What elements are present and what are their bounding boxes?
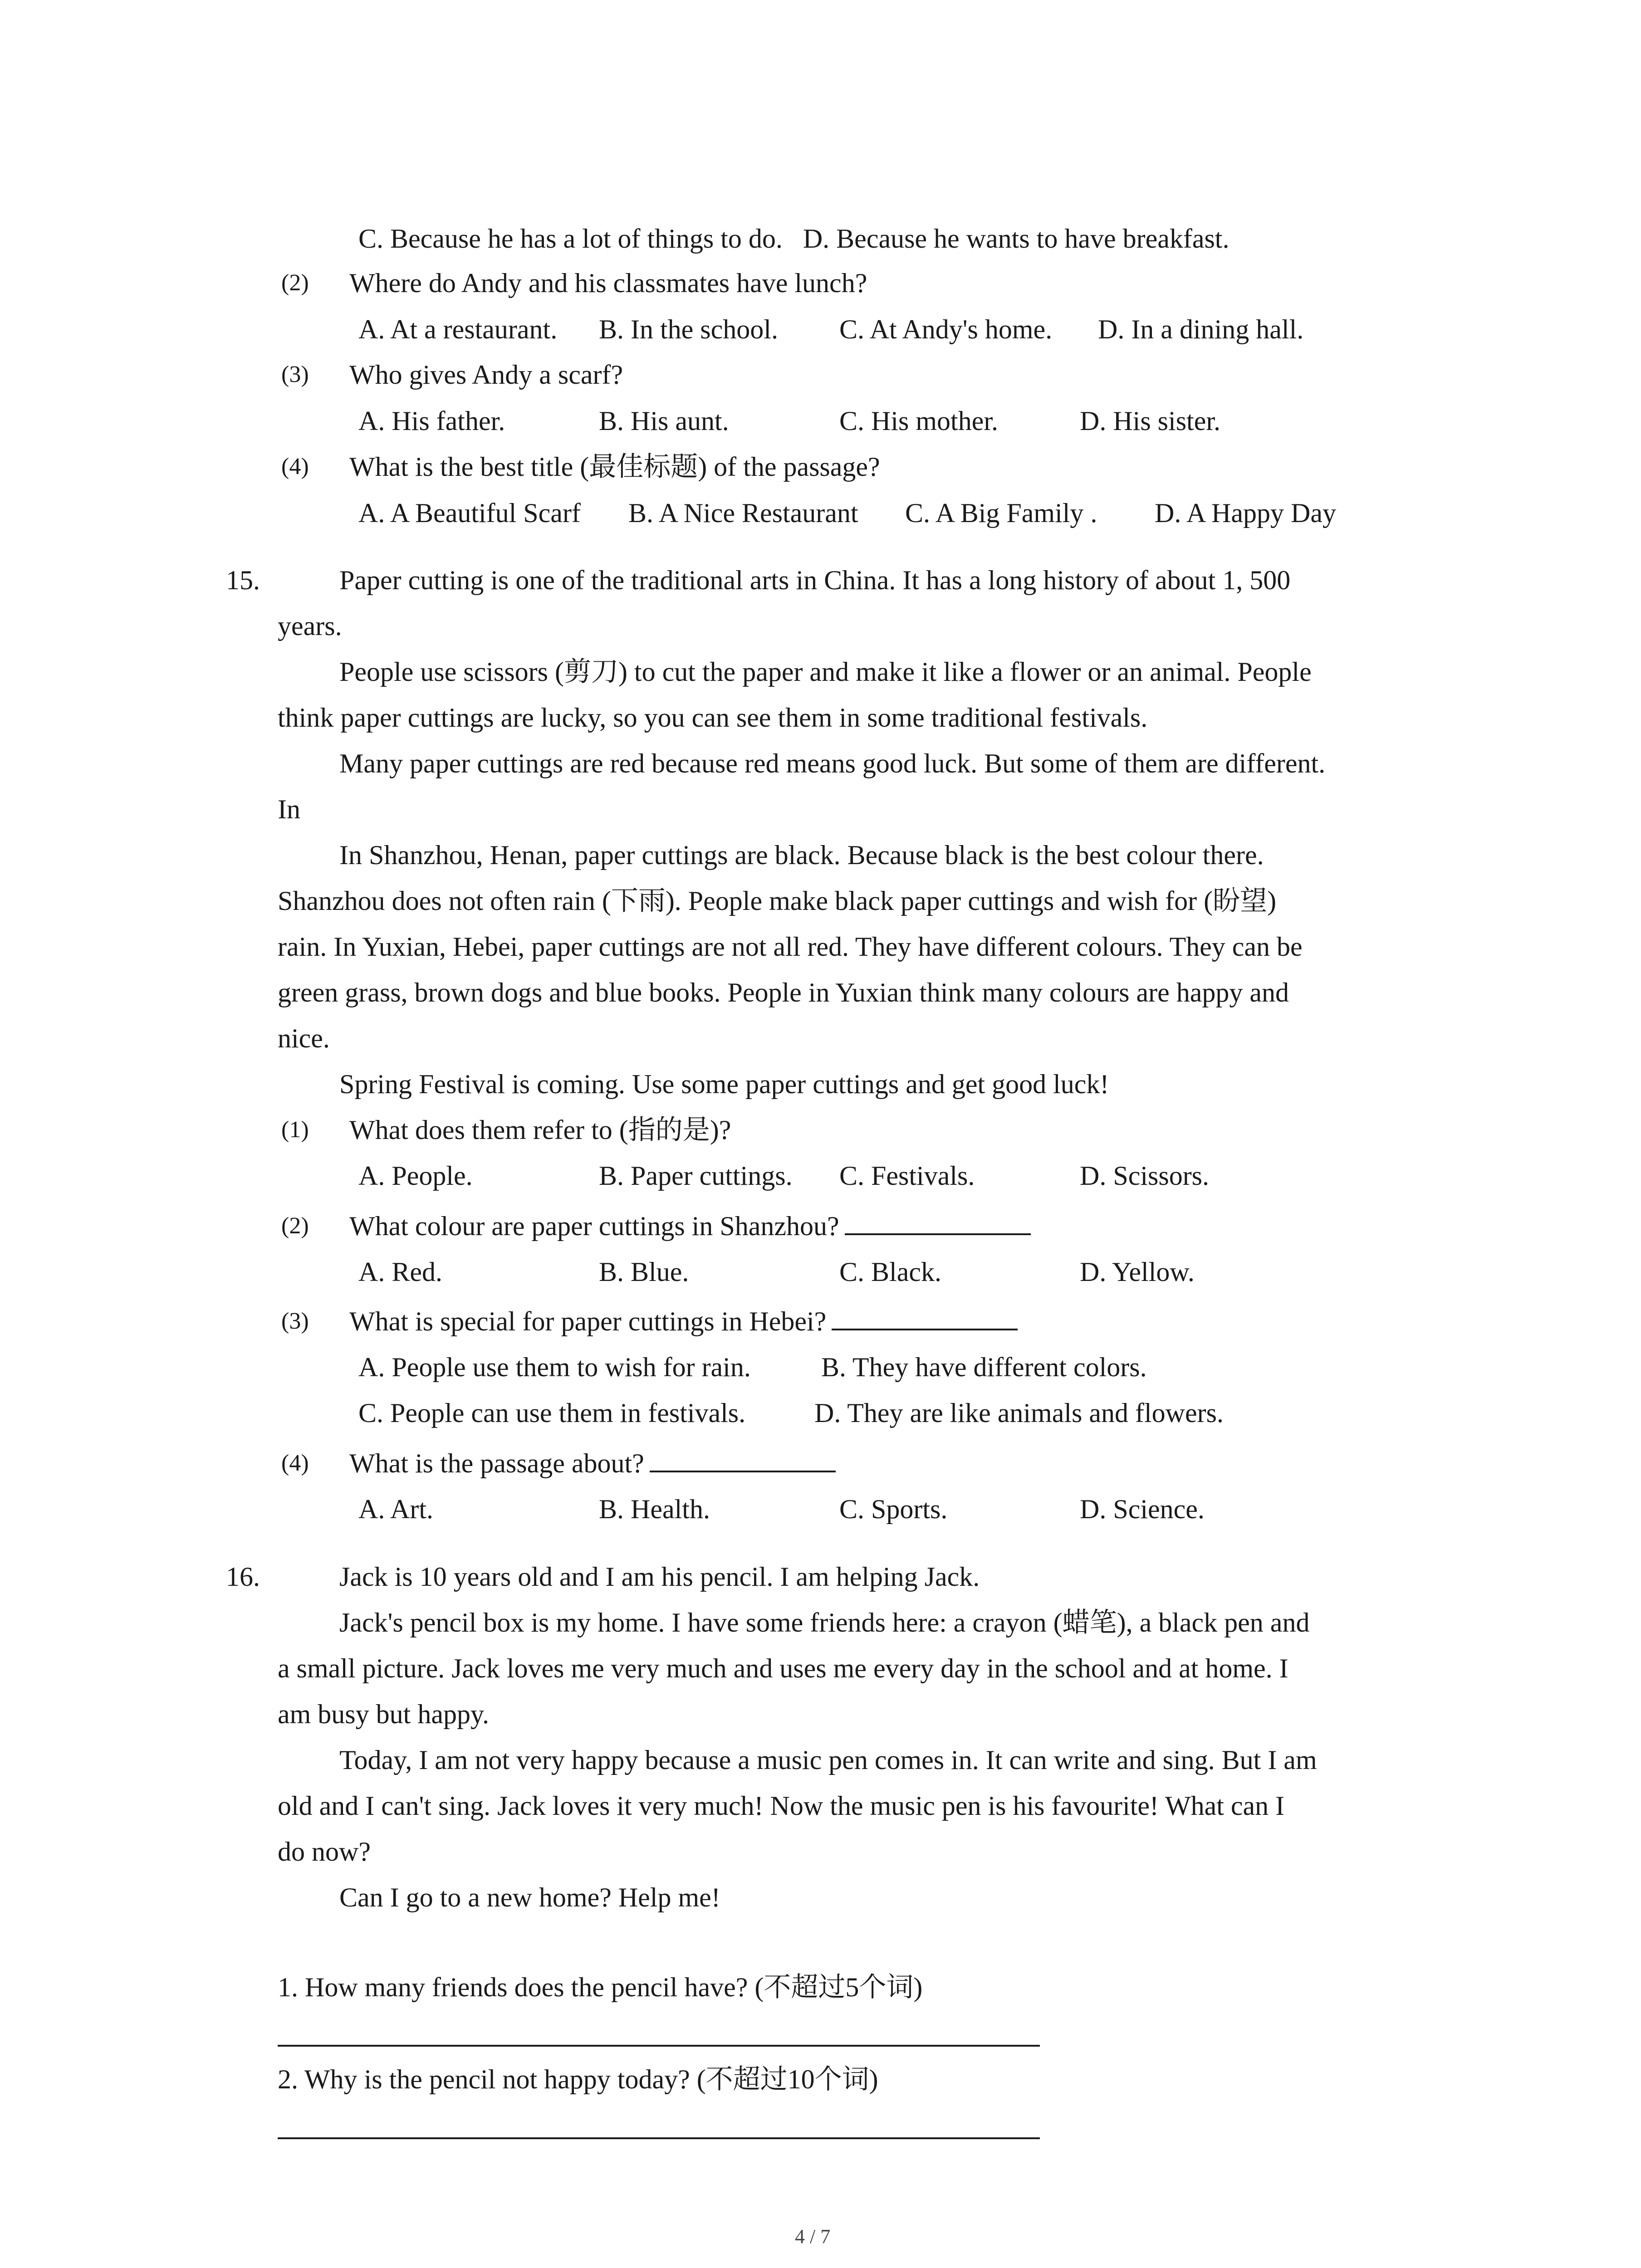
q15-1-option-a: A. People. [358, 1161, 473, 1191]
q15-passage-line: nice. [278, 1023, 330, 1053]
q16-passage-line: do now? [278, 1837, 371, 1867]
q15-3-option-a: A. People use them to wish for rain. [358, 1352, 751, 1382]
q15-passage-line: In [278, 794, 300, 824]
prev-q2-option-a: A. At a restaurant. [358, 314, 558, 344]
q15-3-number: (3) [281, 1308, 309, 1334]
prev-q4-option-b: B. A Nice Restaurant [628, 498, 858, 528]
q16-passage-line: Jack's pencil box is my home. I have some friends here: a crayon (蜡笔), a black pen and [339, 1608, 1310, 1637]
q15-passage-line: Many paper cuttings are red because red means good luck. But some of them are different. [339, 748, 1326, 778]
q15-4-text: What is the passage about? [349, 1448, 644, 1478]
q15-passage-line: People use scissors (剪刀) to cut the paper and make it like a flower or an animal. People [339, 657, 1312, 687]
q16-passage-line: Can I go to a new home? Help me! [339, 1882, 720, 1912]
prev-q3-number: (3) [281, 362, 309, 387]
prev-q4-option-d: D. A Happy Day [1155, 498, 1336, 528]
q15-2-option-d: D. Yellow. [1080, 1257, 1195, 1287]
prev-q2-number: (2) [281, 270, 309, 296]
prev-q2-option-c: C. At Andy's home. [839, 314, 1053, 344]
q15-2-number: (2) [281, 1213, 309, 1239]
prev-q1-options-cd: C. Because he has a lot of things to do. D. Because he wants to have breakfast. [358, 224, 1230, 254]
q15-3-line [349, 1298, 1018, 1344]
q15-passage-line: years. [278, 611, 342, 641]
q16-passage-line: a small picture. Jack loves me very much and uses me every day in the school and at home. I [278, 1653, 1288, 1683]
prev-q2-option-b: B. In the school. [599, 314, 778, 344]
q16-question-2: 2. Why is the pencil not happy today? (不超过10个词) [278, 2064, 878, 2094]
prev-q3-option-b: B. His aunt. [599, 406, 729, 436]
q15-4-number: (4) [281, 1450, 309, 1476]
q16-answer-line-1[interactable] [278, 2045, 1040, 2047]
prev-q3-text: Who gives Andy a scarf? [349, 360, 623, 390]
q15-1-option-b: B. Paper cuttings. [599, 1161, 793, 1191]
prev-q4-text: What is the best title (最佳标题) of the passage? [349, 452, 880, 482]
q15-passage-line: green grass, brown dogs and blue books. People in Yuxian think many colours are happy and [278, 978, 1289, 1007]
q15-passage-line: Shanzhou does not often rain (下雨). People make black paper cuttings and wish for (盼望) [278, 886, 1277, 916]
q16-question-1: 1. How many friends does the pencil have? (不超过5个词) [278, 1972, 923, 2002]
q15-passage-line: Paper cutting is one of the traditional arts in China. It has a long history of about 1, 500 [339, 565, 1291, 595]
prev-q4-number: (4) [281, 454, 309, 479]
q16-passage-line: Today, I am not very happy because a music pen comes in. It can write and sing. But I am [339, 1745, 1317, 1775]
prev-q2-text: Where do Andy and his classmates have lunch? [349, 268, 867, 298]
q15-passage-line: Spring Festival is coming. Use some paper cuttings and get good luck! [339, 1069, 1109, 1099]
q15-3-option-d: D. They are like animals and flowers. [814, 1398, 1224, 1428]
q15-passage-line: think paper cuttings are lucky, so you can see them in some traditional festivals. [278, 703, 1148, 733]
q15-number: 15. [226, 565, 260, 595]
prev-q3-option-d: D. His sister. [1080, 406, 1221, 436]
q15-2-option-a: A. Red. [358, 1257, 442, 1287]
q15-2-text: What colour are paper cuttings in Shanzhou? [349, 1211, 839, 1241]
q15-3-option-b: B. They have different colors. [821, 1352, 1147, 1382]
q15-2-option-b: B. Blue. [599, 1257, 689, 1287]
q15-3-text: What is special for paper cuttings in Hebei? [349, 1306, 827, 1336]
q15-1-text: What does them refer to (指的是)? [349, 1115, 731, 1145]
q15-3-option-c: C. People can use them in festivals. [358, 1398, 746, 1428]
q16-number: 16. [226, 1562, 260, 1592]
prev-q4-option-a: A. A Beautiful Scarf [358, 498, 581, 528]
q16-passage-line: Jack is 10 years old and I am his pencil. I am helping Jack. [339, 1562, 980, 1592]
q15-4-option-d: D. Science. [1080, 1494, 1205, 1524]
prev-q3-option-c: C. His mother. [839, 406, 999, 436]
page-number: 4 / 7 [795, 2225, 831, 2248]
q15-4-option-b: B. Health. [599, 1494, 710, 1524]
q16-answer-line-2[interactable] [278, 2137, 1040, 2139]
q15-1-option-c: C. Festivals. [839, 1161, 975, 1191]
q15-passage-line: rain. In Yuxian, Hebei, paper cuttings are not all red. They have different colours. They can be [278, 932, 1303, 962]
q15-4-line [349, 1440, 836, 1486]
prev-q2-option-d: D. In a dining hall. [1098, 314, 1304, 344]
q15-1-number: (1) [281, 1117, 309, 1143]
q15-2-answer-blank[interactable] [845, 1206, 1031, 1235]
q15-passage-line: In Shanzhou, Henan, paper cuttings are black. Because black is the best colour there. [339, 840, 1264, 870]
prev-q4-option-c: C. A Big Family . [905, 498, 1097, 528]
prev-q3-option-a: A. His father. [358, 406, 505, 436]
q15-1-option-d: D. Scissors. [1080, 1161, 1210, 1191]
q15-3-answer-blank[interactable] [832, 1301, 1018, 1330]
q15-4-option-c: C. Sports. [839, 1494, 948, 1524]
q15-2-line [349, 1203, 1031, 1249]
q15-4-answer-blank[interactable] [650, 1443, 836, 1472]
q16-passage-line: am busy but happy. [278, 1699, 490, 1729]
q15-2-option-c: C. Black. [839, 1257, 941, 1287]
q16-passage-line: old and I can't sing. Jack loves it very much! Now the music pen is his favourite! What can I [278, 1791, 1285, 1821]
q15-4-option-a: A. Art. [358, 1494, 433, 1524]
